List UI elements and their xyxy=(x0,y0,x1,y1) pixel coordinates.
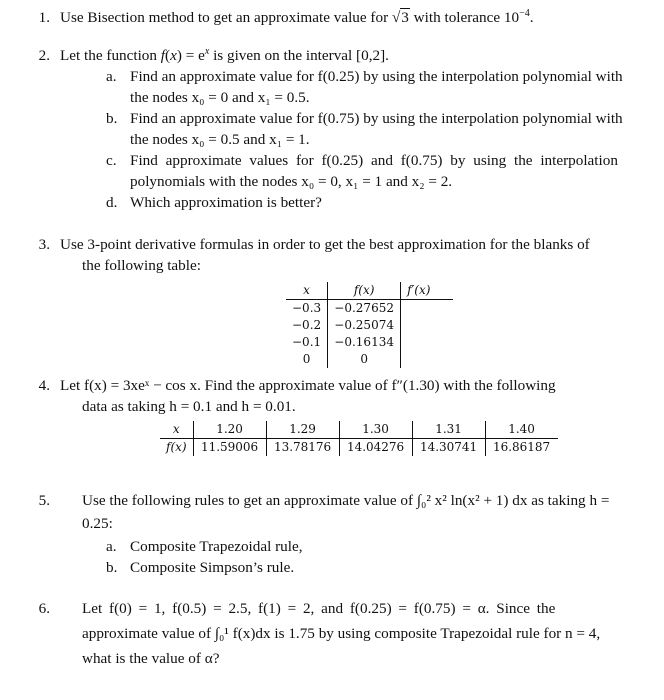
question-2b-letter: b. xyxy=(106,110,118,127)
question-2c-line1: Find approximate values for f(0.25) and f(0.75) by using the interpolation xyxy=(130,152,618,169)
question-4-line2: data as taking h = 0.1 and h = 0.01. xyxy=(82,398,296,415)
question-5-line2: 0.25: xyxy=(82,515,113,532)
question-2a-letter: a. xyxy=(106,68,117,85)
table-label-x: x xyxy=(160,421,193,439)
table-header-fx: f(x) xyxy=(328,282,401,300)
table-row: −0.2 −0.25074 xyxy=(286,317,453,334)
table-row: −0.1 −0.16134 xyxy=(286,334,453,351)
question-4-line1: Let f(x) = 3xeˣ − cos x. Find the approximate value of f″(1.30) with the following xyxy=(60,377,556,394)
question-1-number: 1. xyxy=(38,9,50,26)
question-5a-letter: a. xyxy=(106,538,117,555)
question-5b-text: Composite Simpson’s rule. xyxy=(130,559,295,576)
sqrt-expression: √3 xyxy=(391,9,409,26)
question-3-line2: the following table: xyxy=(82,257,201,274)
question-2c-line2: polynomials with the nodes x₀ = 0, x₁ = 1 and x₂ = 2. xyxy=(130,173,453,190)
question-5-line1: Use the following rules to get an approximate value of ∫₀² x² ln(x² + 1) dx as taking h = xyxy=(82,492,610,509)
question-5b-letter: b. xyxy=(106,559,118,576)
function-values-table: x 1.20 1.29 1.30 1.31 1.40 f(x) 11.59006 13.78176 14.04276 14.30741 16.86187 xyxy=(160,421,558,456)
table-row: 0 0 xyxy=(286,351,453,368)
question-2d-letter: d. xyxy=(106,194,118,211)
question-5a-text: Composite Trapezoidal rule, xyxy=(130,538,303,555)
question-5-number: 5. xyxy=(38,492,50,509)
question-2a-line2: the nodes x₀ = 0 and x₁ = 0.5. xyxy=(130,89,310,106)
table-header-x: x xyxy=(286,282,328,300)
question-2b-line2: the nodes x₀ = 0.5 and x₁ = 1. xyxy=(130,131,310,148)
question-4-number: 4. xyxy=(38,377,50,394)
blank-cell xyxy=(401,317,454,334)
derivative-table xyxy=(286,282,453,368)
blank-cell xyxy=(401,334,454,351)
question-6-number: 6. xyxy=(38,600,50,617)
question-3-line1: Use 3-point derivative formulas in order to get the best approximation for the blanks of xyxy=(60,236,590,253)
question-2a-line1: Find an approximate value for f(0.25) by using the interpolation polynomial with xyxy=(130,68,623,85)
table-label-fx: f(x) xyxy=(160,439,193,457)
question-6-line3: what is the value of α? xyxy=(82,650,220,667)
question-1-text: Use Bisection method to get an approximate value for √3 with tolerance $10^{-4}$. xyxy=(60,8,534,26)
question-2c-letter: c. xyxy=(106,152,117,169)
table-header-fpx: f′(x) xyxy=(401,282,454,300)
blank-cell xyxy=(401,351,454,368)
question-2-number: 2. xyxy=(38,47,50,64)
blank-cell xyxy=(401,300,454,318)
question-6-line2: approximate value of ∫₀¹ f(x)dx is 1.75 by using composite Trapezoidal rule for n = 4, xyxy=(82,625,601,642)
question-6-line1: Let f(0) = 1, f(0.5) = 2.5, f(1) = 2, and f(0.25) = f(0.75) = α. Since the xyxy=(82,600,556,617)
question-2b-line1: Find an approximate value for f(0.75) by using the interpolation polynomial with xyxy=(130,110,623,127)
table-row: −0.3 −0.27652 xyxy=(286,300,453,318)
question-2d-line1: Which approximation is better? xyxy=(130,194,322,211)
question-3-number: 3. xyxy=(38,236,50,253)
question-2-intro: Let the function $f(x) = e^x$ is given on the interval [0,2]. xyxy=(60,46,389,64)
